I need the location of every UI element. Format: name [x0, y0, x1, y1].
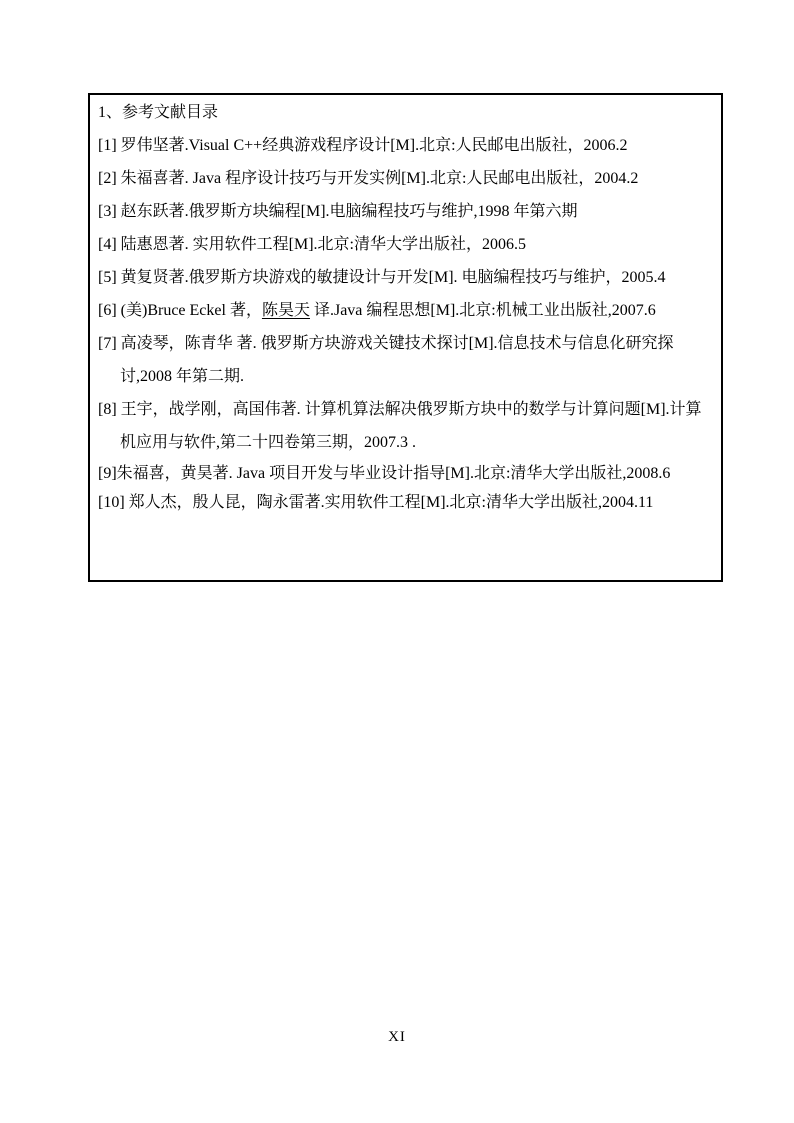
- reference-entry-4: [4] 陆惠恩著. 实用软件工程[M].北京:清华大学出版社，2006.5: [98, 235, 526, 253]
- reference-entry-6-translator-underlined: 陈昊天: [261, 301, 310, 319]
- reference-entry-8-line-1: [8] 王宇，战学刚，高国伟著. 计算机算法解决俄罗斯方块中的数学与计算问题[M].计算: [98, 400, 702, 418]
- reference-entry-2: [2] 朱福喜著. Java 程序设计技巧与开发实例[M].北京:人民邮电出版社，2004.2: [98, 169, 639, 187]
- reference-entry-7-line-1: [7] 高凌琴，陈青华 著. 俄罗斯方块游戏关键技术探讨[M].信息技术与信息化研究探: [98, 334, 674, 352]
- reference-entry-7-line-2: 讨,2008 年第二期.: [120, 367, 245, 385]
- reference-entry-10: [10] 郑人杰，殷人昆，陶永雷著.实用软件工程[M].北京:清华大学出版社,2004.11: [98, 493, 654, 511]
- reference-entry-8-line-2: 机应用与软件,第二十四卷第三期，2007.3 .: [120, 433, 417, 451]
- reference-entry-6-authors: [6] (美)Bruce Eckel 著，: [98, 301, 262, 319]
- references-box: [88, 93, 723, 582]
- reference-entry-1: [1] 罗伟坚著.Visual C++经典游戏程序设计[M].北京:人民邮电出版社，2006.2: [98, 136, 628, 154]
- reference-entry-6: [98, 294, 717, 327]
- page-number: XI: [388, 1029, 406, 1045]
- reference-entry-3: [3] 赵东跃著.俄罗斯方块编程[M].电脑编程技巧与维护,1998 年第六期: [98, 202, 578, 220]
- reference-entry-9: [9]朱福喜，黄昊著. Java 项目开发与毕业设计指导[M].北京:清华大学出版社,2008.6: [98, 464, 671, 482]
- reference-entry-5: [5] 黄复贤著.俄罗斯方块游戏的敏捷设计与开发[M]. 电脑编程技巧与维护，2005.4: [98, 268, 666, 286]
- reference-entry-6-rest: 译.Java 编程思想[M].北京:机械工业出版社,2007.6: [309, 301, 656, 319]
- references-title: 1、参考文献目录: [98, 103, 219, 121]
